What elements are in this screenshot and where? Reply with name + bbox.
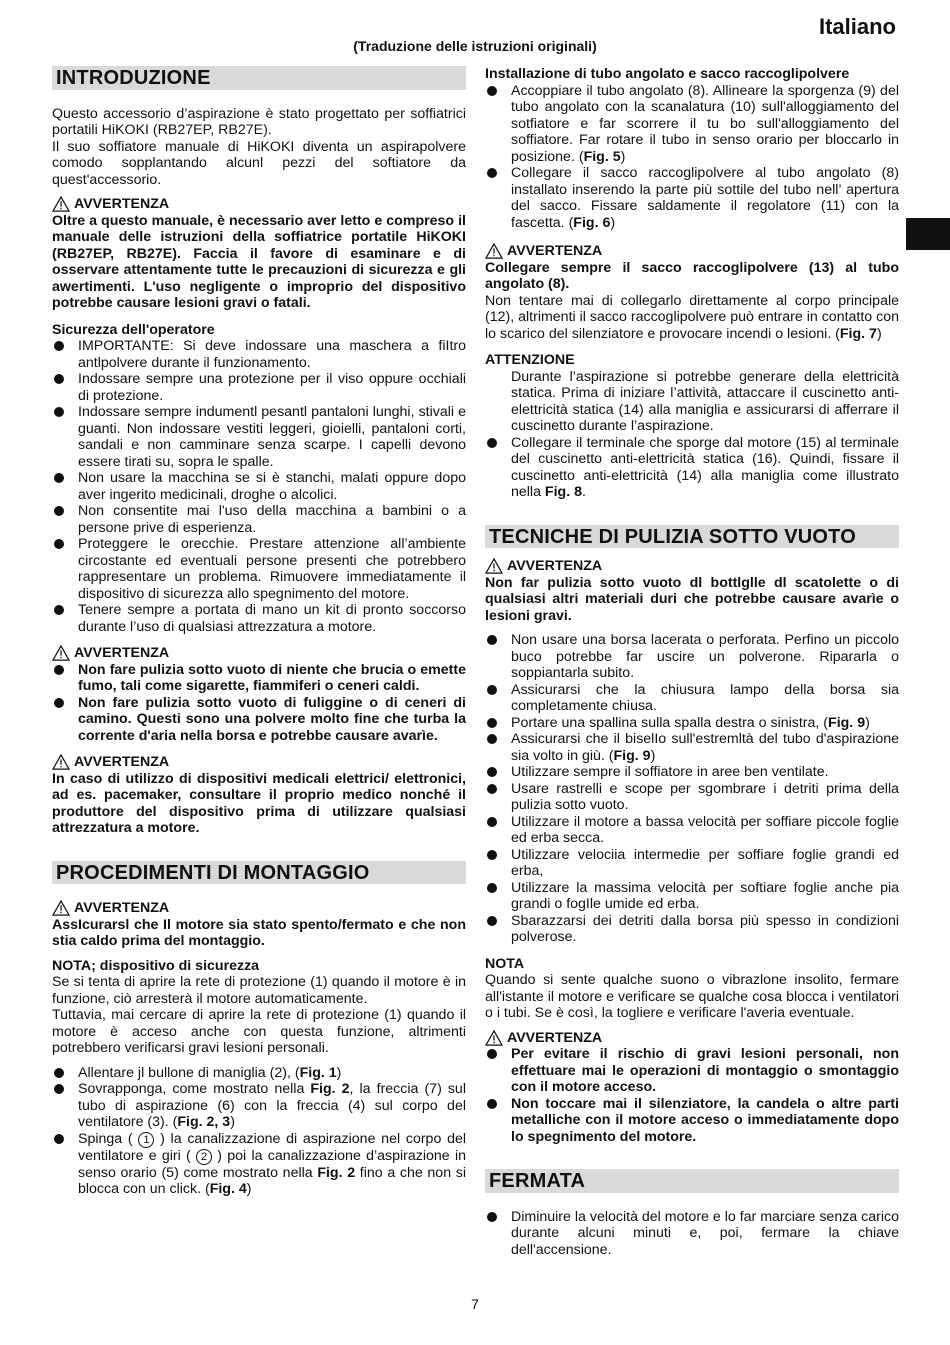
bullet-icon bbox=[54, 1134, 64, 1144]
bullet-icon bbox=[487, 916, 497, 926]
list-item: Utilizzare sempre il soffiatore in aree ben ventilate. bbox=[485, 764, 899, 781]
list-item: Indossare sempre una protezione per il viso oppure occhiali di protezione. bbox=[52, 371, 466, 404]
bullet-icon bbox=[54, 506, 64, 516]
warning-text-3: In caso di utilizzo di dispositivi medicali elettrici/ elettronici, ad es. pacemaker, consultare il proprio medico nonché il produttore del dispositivo prima di utilizzare qualsiasi attrezzatura a motore. bbox=[52, 770, 466, 836]
heading-fermata: FERMATA bbox=[485, 1169, 899, 1193]
warning-title-text: AVVERTENZA bbox=[507, 558, 603, 574]
warning-title-6 bbox=[485, 558, 899, 575]
warning-title-text: AVVERTENZA bbox=[507, 243, 603, 259]
warning-triangle-icon bbox=[52, 645, 70, 661]
bullet-icon bbox=[487, 883, 497, 893]
list-item: Diminuire la velocità del motore e lo far marciare senza carico durante alcuni minuti e, poi, fermare la chiave dell'accensione. bbox=[485, 1209, 899, 1259]
warning-text-1: Oltre a questo manuale, è necessario aver letto e compreso il manuale delle istruzioni della soffiatrice portatile HiKOKI (RB27EP, RB27E). Faccia il favore di esaminare e di osservare attentamente tutte le precauzioni di sicurezza e gli awertimenti. L'uso negligente o improprio del dispositivo potrebbe causare lesioni gravi o fatali. bbox=[52, 212, 466, 311]
list-item: Non usare la macchina se si è stanchi, malati oppure dopo aver ingerito medicinali, droghe o alcolici. bbox=[52, 470, 466, 503]
warning-triangle-icon bbox=[485, 558, 503, 574]
warning-triangle-icon bbox=[485, 243, 503, 259]
stop-list bbox=[485, 1209, 899, 1259]
warning-title-text: AVVERTENZA bbox=[74, 900, 170, 916]
list-item: Allentare jl bullone di maniglia (2), (Fig. 1) bbox=[52, 1065, 466, 1082]
warning-title-text: AVVERTENZA bbox=[507, 1029, 603, 1046]
warning-triangle-icon bbox=[52, 196, 70, 212]
left-column bbox=[52, 66, 466, 1198]
bullet-icon bbox=[487, 685, 497, 695]
nota-paragraph-1: Se si tenta di aprire la rete di protezione (1) quando il motore è in funzione, ciò arresterà il motore automaticamente. bbox=[52, 974, 466, 1007]
warning-text-4: AssIcurarsl che Il motore sia stato spento/fermato e che non stia caldo prima del montaggio. bbox=[52, 916, 466, 949]
list-item: Non fare pulizia sotto vuoto di fuliggine o di ceneri di camino. Questi sono una polvere molto fine che turba la corrente d'aria nella borsa e potrebbe causare avarìe. bbox=[52, 695, 466, 745]
bullet-icon bbox=[487, 850, 497, 860]
list-item: Utilizzare il motore a bassa velocità per soffiare piccole foglie ed erba secca. bbox=[485, 814, 899, 847]
warning-title-2 bbox=[52, 645, 466, 662]
safety-title: Sicurezza dell'operatore bbox=[52, 321, 215, 338]
heading-introduzione: INTRODUZIONE bbox=[52, 66, 466, 90]
list-item: Utilizzare velociia intermedie per soffiare foglie grandi ed erba, bbox=[485, 847, 899, 880]
list-item: Collegare il sacco raccoglipolvere al tubo angolato (8) installato inserendo la parte più sottile del tubo nell’ apertura del sacco. Fissare saldamente il regolatore (11) con la fascetta. (Fig. 6) bbox=[485, 165, 899, 231]
bullet-icon bbox=[54, 698, 64, 708]
nota-title: NOTA; dispositivo di sicurezza bbox=[52, 957, 260, 974]
warning-title-3 bbox=[52, 754, 466, 771]
list-item: Proteggere le orecchie. Prestare attenzione all’ambiente circostante ed eventuali persone presenti che potrebbero rappresentare un problema. Rimuovere immediatamente il dispositivo di sicurezza allo spegnimento del motore. bbox=[52, 536, 466, 602]
warning-title-text: AVVERTENZA bbox=[74, 645, 170, 661]
bullet-icon bbox=[54, 1068, 64, 1078]
list-item: Assicurarsi che la chiusura lampo della borsa sia completamente chiusa. bbox=[485, 682, 899, 715]
bullet-icon bbox=[487, 718, 497, 728]
bullet-icon bbox=[487, 817, 497, 827]
bullet-icon bbox=[54, 374, 64, 384]
bullet-icon bbox=[54, 341, 64, 351]
warning-triangle-icon bbox=[52, 754, 70, 770]
bullet-icon bbox=[487, 635, 497, 645]
right-column bbox=[485, 66, 899, 1258]
warning-triangle-icon bbox=[485, 1030, 503, 1046]
warning-title-5 bbox=[485, 243, 899, 260]
install-title: Installazione di tubo angolato e sacco raccoglipolvere bbox=[485, 66, 850, 82]
warning-title-text: AVVERTENZA bbox=[74, 754, 170, 770]
document-subtitle: (Traduzione delle istruzioni originali) bbox=[353, 38, 597, 54]
list-item: Utilizzare la massima velocità per softiare foglie anche pia grandi o fogIle umide ed erba. bbox=[485, 880, 899, 913]
safety-list bbox=[52, 338, 466, 635]
warning-list-7 bbox=[485, 1046, 899, 1145]
bullet-icon bbox=[54, 605, 64, 615]
list-item: Non toccare mai il silenziatore, la candela o altre parti metalliche con il motore acceso o immediatamente dopo lo spegnimento del motore. bbox=[485, 1096, 899, 1146]
cleaning-list bbox=[485, 632, 899, 946]
attenzione-paragraph: Durante l’aspirazione si potrebbe generare della elettricità statica. Prima di iniziare l’attività, attaccare il cuscinetto anti-elettricità statica (14) alla maniglia e assicurarsi di afferrare il cuscinetto durante l’aspirazione. bbox=[511, 368, 899, 434]
list-item: Spinga ( 1 ) la canalizzazione di aspirazione nel corpo del ventilatore e giri ( 2 ) poi la canalizzazione d’aspirazione in senso orario (5) come mostrato nella Fig. 2 fino a che non si blocca con un click. (Fig. 4) bbox=[52, 1131, 466, 1198]
list-item: Portare una spallina sulla spalla destra o sinistra, (Fig. 9) bbox=[485, 715, 899, 732]
warning-title-7 bbox=[485, 1030, 899, 1047]
warning-list-2 bbox=[52, 662, 466, 745]
intro-paragraph-1: Questo accessorio d’aspirazione è stato progettato per soffiatrici portatili HiKOKI (RB27EP, RB27E). bbox=[52, 105, 466, 138]
nota2-text: Quando si sente qualche suono o vibrazlone insolito, fermare all'istante il motore e verificare se qualche cosa blocca i ventilatori o i tubi. Se è così, la togliere e verificare l'averia eventuale. bbox=[485, 972, 899, 1021]
list-item: Usare rastrelli e scope per sgombrare i detriti prima della pulizia sotto vuoto. bbox=[485, 781, 899, 814]
list-item: Non consentite mai l'uso della macchina a bambini o a persone prive di esperienza. bbox=[52, 503, 466, 536]
list-item: Non usare una borsa lacerata o perforata. Perfino un piccolo buco potrebbe far uscire un polverone. Ripararla o soppiantarla subito. bbox=[485, 632, 899, 682]
page-number: 7 bbox=[471, 1296, 479, 1312]
attenzione-list bbox=[485, 435, 899, 501]
list-item: Non fare pulizia sotto vuoto di niente che brucia o emette fumo, tali come sigarette, fiammiferi o ceneri caldi. bbox=[52, 662, 466, 695]
warning-bold-5: Collegare sempre il sacco raccoglipolvere (13) al tubo angolato (8). bbox=[485, 259, 899, 292]
warning-text-5: Non tentare mai di collegarlo direttamente al corpo principale (12), altrimenti il sacco raccoglipolvere può entrare in contatto con lo scarico del silenziatore e provocare incendi o lesioni. (Fig. 7) bbox=[485, 292, 900, 342]
warning-triangle-icon bbox=[52, 900, 70, 916]
attenzione-title: ATTENZIONE bbox=[485, 352, 575, 368]
warning-text-6: Non far pulizia sotto vuoto dl bottlglle dl scatolette o di qualsiasi altri materiali duri che potrebbe causare avarìe o lesioni gravi. bbox=[485, 574, 899, 624]
bullet-icon bbox=[54, 665, 64, 675]
step-number-circle: 1 bbox=[138, 1132, 154, 1148]
list-item: Indossare sempre indumentl pesantl pantaloni lunghi, stivali e guanti. Non indossare vestiti leggeri, gioielli, pantaloni corti, sandali e non camminare senza scarpe. I capelli devono essere tirati su, sopra le spalle. bbox=[52, 404, 466, 470]
heading-tecniche: TECNICHE DI PULIZIA SOTTO VUOTO bbox=[485, 525, 899, 549]
step-number-circle: 2 bbox=[196, 1149, 212, 1165]
warning-title-text: AVVERTENZA bbox=[74, 196, 170, 212]
list-item: Sbarazzarsi dei detriti dalla borsa più spesso in condizioni polverose. bbox=[485, 913, 899, 946]
list-item: IMPORTANTE: Si deve indossare una maschera a fiItro antlpolvere durante il funzionamento. bbox=[52, 338, 466, 371]
bullet-icon bbox=[487, 438, 497, 448]
list-item: Per evitare il rischio di gravi lesioni personali, non effettuare mai le operazioni di montaggio o smontaggio con il motore acceso. bbox=[485, 1046, 899, 1096]
bullet-icon bbox=[487, 767, 497, 777]
nota2-title: NOTA bbox=[485, 955, 525, 972]
bullet-icon bbox=[487, 1099, 497, 1109]
bullet-icon bbox=[487, 734, 497, 744]
bullet-icon bbox=[487, 1049, 497, 1059]
bullet-icon bbox=[54, 539, 64, 549]
bullet-icon bbox=[487, 784, 497, 794]
heading-procedimenti: PROCEDIMENTI DI MONTAGGIO bbox=[52, 861, 466, 885]
bullet-icon bbox=[54, 473, 64, 483]
list-item: Collegare il terminale che sporge dal motore (15) al terminale del cuscinetto anti-elettricità statica (16). Quindi, fissare il cuscinetto anti-elettricità (14) alla maniglia come illustrato nella Fig. 8. bbox=[485, 435, 899, 501]
list-item: Assicurarsi che il biselIo sull'estremltà del tubo d'aspirazione sia volto in giù. (Fig. 9) bbox=[485, 731, 899, 764]
warning-title-1 bbox=[52, 196, 466, 213]
language-label: Italiano bbox=[818, 14, 896, 39]
bullet-icon bbox=[54, 407, 64, 417]
install-list bbox=[485, 83, 899, 232]
bullet-icon bbox=[487, 168, 497, 178]
bullet-icon bbox=[487, 1212, 497, 1222]
list-item: Sovrapponga, come mostrato nella Fig. 2, la freccia (7) sul tubo di aspirazione (6) con la freccia (4) sul corpo del ventilatore (3). (Fig. 2, 3) bbox=[52, 1081, 466, 1131]
warning-title-4 bbox=[52, 900, 466, 917]
bullet-icon bbox=[54, 1084, 64, 1094]
list-item: Accoppiare il tubo angolato (8). Allineare la sporgenza (9) del tubo angolato con la scanalatura (10) sull'alloggiamento del sotfiatore e far scorrere il tu bo sull'alloggiamento del soffiatore. Far rotare il tubo in senso orario per bloccarlo in posizione. (Fig. 5) bbox=[485, 83, 899, 166]
list-item: Tenere sempre a portata di mano un kit di pronto soccorso durante l’uso di qualsiasi attrezzatura a motore. bbox=[52, 602, 466, 635]
bullet-icon bbox=[487, 86, 497, 96]
section-tab-marker bbox=[906, 218, 950, 250]
intro-paragraph-2: Il suo soffiatore manuale di HiKOKI diventa un aspirapolvere comodo sopplantando alcunl pezzi del softiatore da quest'accessorio. bbox=[52, 138, 466, 188]
nota-paragraph-2: Tuttavia, mai cercare di aprire la rete di protezione (1) quando il motore è acceso anche con questa funzione, altrimenti potrebbero verificarsi gravi lesioni personali. bbox=[52, 1007, 466, 1056]
assembly-list bbox=[52, 1065, 466, 1198]
